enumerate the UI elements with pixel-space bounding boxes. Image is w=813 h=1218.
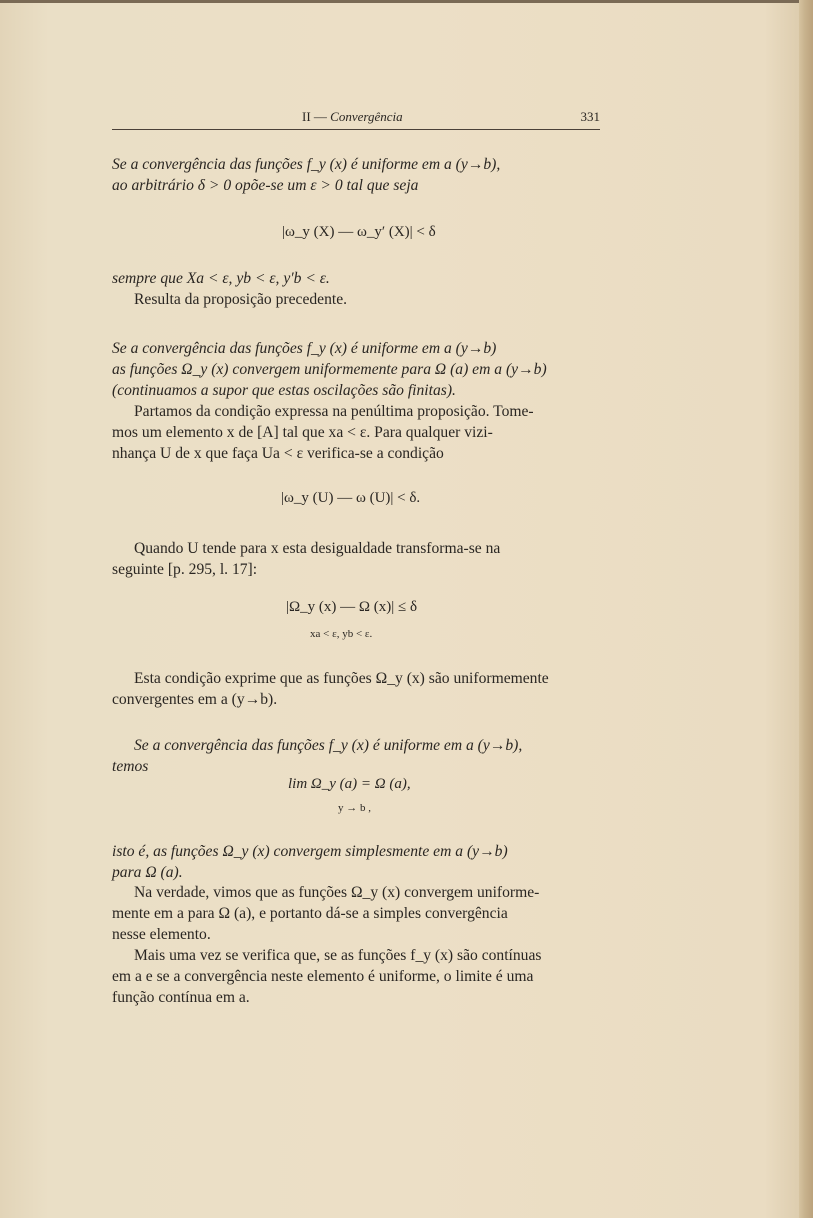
text-line: Se a convergência das funções f_y (x) é uniforme em a (y→b) bbox=[112, 340, 497, 357]
paragraph-condition bbox=[112, 268, 602, 310]
formula-oscillation: |ω_y (X) — ω_y′ (X)| < δ bbox=[282, 224, 436, 240]
proof-paragraph-2 bbox=[112, 538, 602, 580]
page-number: 331 bbox=[580, 109, 600, 124]
chapter-title: II — Convergência bbox=[302, 109, 403, 124]
closing-paragraph bbox=[112, 945, 602, 1008]
text-line: isto é, as funções Ω_y (x) convergem simplesmente em a (y→b) bbox=[112, 843, 508, 860]
text-line: mos um elemento x de [A] tal que xa < ε. Para qualquer vizi- bbox=[112, 424, 493, 441]
proof-paragraph-1 bbox=[112, 401, 602, 464]
text-line: em a e se a convergência neste elemento é uniforme, o limite é uma bbox=[112, 968, 534, 985]
text-line: seguinte [p. 295, l. 17]: bbox=[112, 561, 258, 578]
text-line: Resulta da proposição precedente. bbox=[134, 291, 348, 308]
text-line: ao arbitrário δ > 0 opõe-se um ε > 0 tal que seja bbox=[112, 177, 419, 194]
text-line: Quando U tende para x esta desigualdade transforma-se na bbox=[134, 540, 501, 557]
proposition-1 bbox=[112, 154, 602, 196]
text-line: Esta condição exprime que as funções Ω_y (x) são uniformemente bbox=[134, 670, 549, 687]
formula-condition: xa < ε, yb < ε. bbox=[310, 628, 373, 640]
text-line: Se a convergência das funções f_y (x) é uniforme em a (y→b), bbox=[134, 737, 523, 754]
running-header bbox=[112, 107, 600, 130]
text-line: temos bbox=[112, 758, 149, 775]
scan-top-edge bbox=[0, 0, 813, 3]
text-line: nesse elemento. bbox=[112, 926, 211, 943]
proposition-3-conclusion bbox=[112, 841, 602, 883]
text-line: sempre que Xa < ε, yb < ε, y′b < ε. bbox=[112, 270, 330, 287]
formula-lim: lim Ω_y (a) = Ω (a), bbox=[288, 776, 411, 792]
text-line: Se a convergência das funções f_y (x) é uniforme em a (y→b), bbox=[112, 156, 501, 173]
formula-neighbourhood: |ω_y (U) — ω (U)| < δ. bbox=[281, 490, 421, 506]
text-line: função contínua em a. bbox=[112, 989, 250, 1006]
text-line: Na verdade, vimos que as funções Ω_y (x) convergem uniforme- bbox=[134, 884, 540, 901]
formula-limit-subscript: y → b , bbox=[338, 802, 371, 814]
text-line: (continuamos a supor que estas oscilações são finitas). bbox=[112, 382, 456, 399]
formula-limit-inequality: |Ω_y (x) — Ω (x)| ≤ δ bbox=[286, 599, 418, 615]
text-line: nhança U de x que faça Ua < ε verifica-se a condição bbox=[112, 445, 444, 462]
text-line: Mais uma vez se verifica que, se as funções f_y (x) são contínuas bbox=[134, 947, 542, 964]
proposition-3 bbox=[112, 735, 602, 777]
text-line: para Ω (a). bbox=[112, 864, 183, 881]
proof-paragraph-3 bbox=[112, 668, 602, 710]
text-line: Partamos da condição expressa na penúltima proposição. Tome- bbox=[134, 403, 534, 420]
page-edge-shadow bbox=[799, 0, 813, 1218]
proposition-2 bbox=[112, 338, 602, 401]
text-line: mente em a para Ω (a), e portanto dá-se a simples convergência bbox=[112, 905, 508, 922]
text-line: as funções Ω_y (x) convergem uniformemente para Ω (a) em a (y→b) bbox=[112, 361, 547, 378]
text-line: convergentes em a (y→b). bbox=[112, 691, 278, 708]
proof-paragraph-4 bbox=[112, 882, 602, 945]
